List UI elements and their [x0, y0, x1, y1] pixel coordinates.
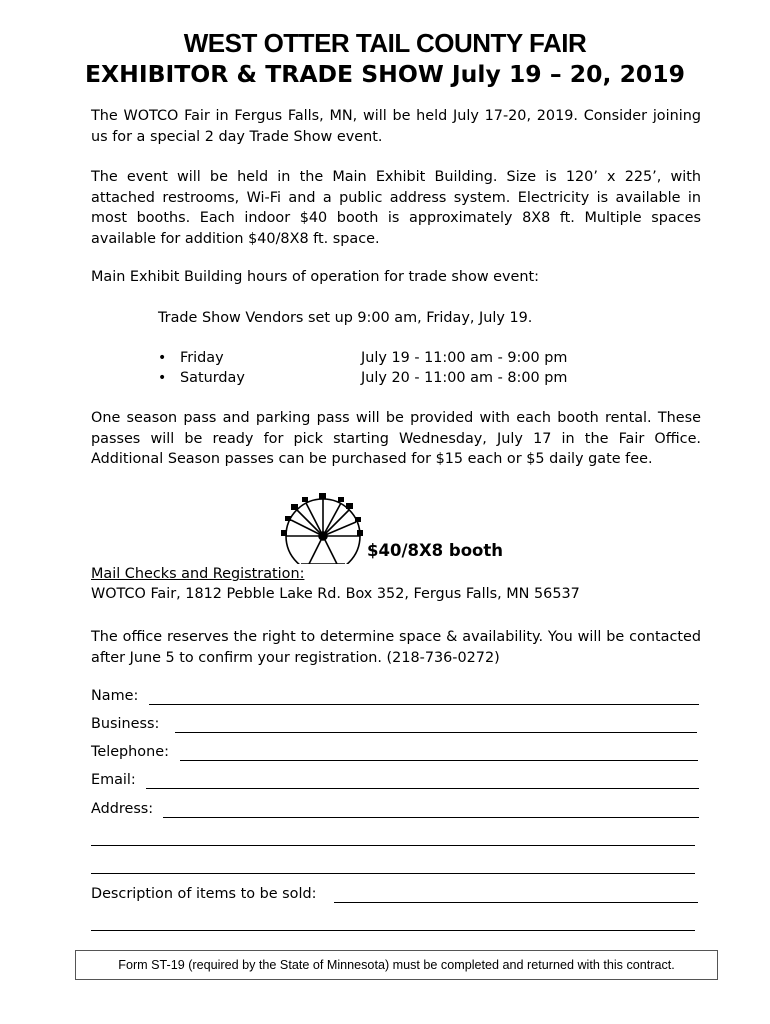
bullet-icon: • — [158, 370, 167, 386]
telephone-field[interactable] — [180, 760, 698, 761]
email-label: Email: — [91, 772, 136, 788]
address-field-line-3[interactable] — [91, 873, 695, 874]
email-field[interactable] — [146, 788, 699, 789]
schedule-day: Saturday — [180, 370, 245, 386]
hours-heading: Main Exhibit Building hours of operation for trade show event: — [91, 269, 540, 285]
name-label: Name: — [91, 688, 139, 704]
telephone-label: Telephone: — [91, 744, 169, 760]
st19-notice: Form ST-19 (required by the State of Minnesota) must be completed and returned with this contract. — [75, 950, 718, 980]
address-field-line-2[interactable] — [91, 845, 695, 846]
mail-heading: Mail Checks and Registration: — [91, 566, 305, 582]
description-label: Description of items to be sold: — [91, 886, 317, 902]
name-field[interactable] — [149, 704, 699, 705]
description-field[interactable] — [334, 902, 698, 903]
business-field[interactable] — [175, 732, 697, 733]
business-label: Business: — [91, 716, 160, 732]
bullet-icon: • — [158, 350, 167, 366]
description-field-line-2[interactable] — [91, 930, 695, 931]
ferris-wheel-icon — [271, 484, 371, 564]
intro-paragraph: The WOTCO Fair in Fergus Falls, MN, will be held July 17-20, 2019. Consider joining us for a special 2 day Trade Show event. — [91, 108, 701, 145]
setup-line: Trade Show Vendors set up 9:00 am, Friday, July 19. — [158, 310, 533, 326]
fair-title: WEST OTTER TAIL COUNTY FAIR — [183, 28, 587, 58]
schedule-day: Friday — [180, 350, 224, 366]
mail-address: WOTCO Fair, 1812 Pebble Lake Rd. Box 352, Fergus Falls, MN 56537 — [91, 586, 580, 602]
event-title: EXHIBITOR & TRADE SHOW July 19 – 20, 2019 — [85, 60, 685, 88]
office-note: The office reserves the right to determine space & availability. You will be contacted after June 5 to confirm your registration. (218-736-0272) — [91, 629, 701, 666]
schedule-time: July 19 - 11:00 am - 9:00 pm — [361, 350, 568, 366]
event-details-paragraph: The event will be held in the Main Exhibit Building. Size is 120’ x 225’, with attached restrooms, Wi-Fi and a public address system. Electricity is available in most booths. Each indoor $40 booth is approximately 8X8 ft. Multiple spaces available for addition $40/8X8 ft. space. — [91, 169, 701, 247]
booth-price: $40/8X8 booth — [367, 541, 504, 560]
address-label: Address: — [91, 801, 154, 817]
schedule-time: July 20 - 11:00 am - 8:00 pm — [361, 370, 568, 386]
passes-paragraph: One season pass and parking pass will be provided with each booth rental. These passes will be ready for pick starting Wednesday, July 17 in the Fair Office. Additional Season passes can be purchased for $15 each or $5 daily gate fee. — [91, 410, 701, 467]
address-field[interactable] — [163, 817, 699, 818]
